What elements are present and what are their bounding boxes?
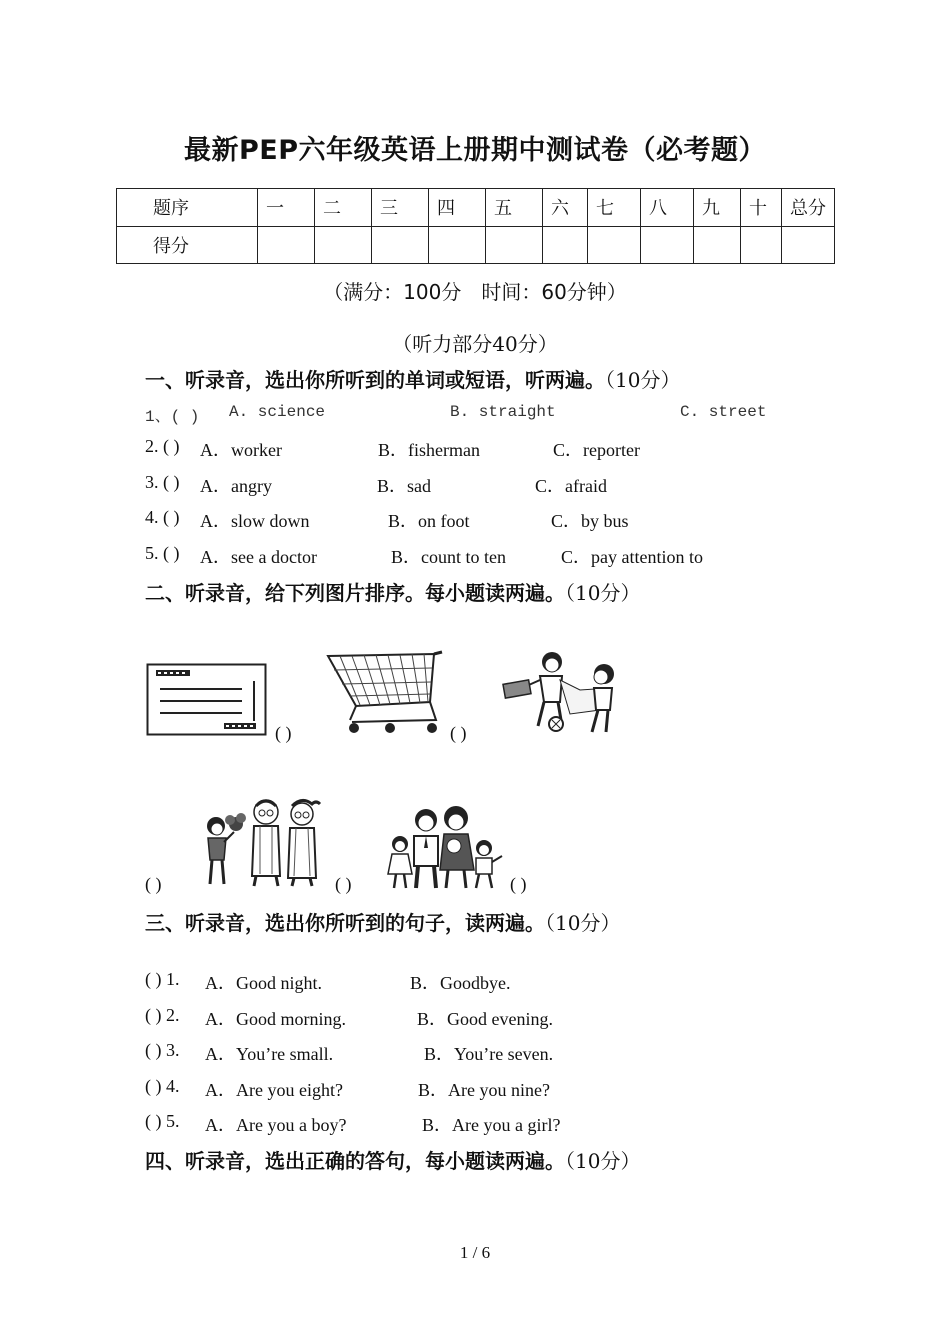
- section-4-points: （10分）: [565, 1149, 641, 1173]
- q4-number: 4. ( ): [145, 507, 180, 527]
- q2-option-b[interactable]: B．fisherman: [378, 440, 480, 460]
- score-cell[interactable]: [372, 226, 429, 264]
- s3-q3-option-a[interactable]: A．You’re small.: [205, 1044, 334, 1064]
- column-5: 五: [486, 189, 543, 227]
- q4-option-b[interactable]: B．on foot: [388, 511, 470, 531]
- s3-q1-number: ( ) 1.: [145, 969, 180, 989]
- section-2-points: （10分）: [565, 581, 641, 605]
- header-label-cell: 题序: [117, 189, 258, 227]
- section-3-title: 三、听录音，选出你所听到的句子，读两遍。: [145, 911, 545, 935]
- grandparents-picture: [200, 796, 328, 888]
- score-cell[interactable]: [641, 226, 694, 264]
- score-cell[interactable]: [588, 226, 641, 264]
- total-label-cell: 总分: [782, 189, 835, 227]
- column-10: 十: [741, 189, 782, 227]
- s3-q4-number: ( ) 4.: [145, 1076, 180, 1096]
- s3-q1-option-a[interactable]: A．Good night.: [205, 973, 322, 993]
- q1-option-b[interactable]: B. straight: [450, 403, 556, 421]
- score-cell[interactable]: [486, 226, 543, 264]
- column-2: 二: [315, 189, 372, 227]
- q5-option-a[interactable]: A．see a doctor: [200, 547, 317, 567]
- s3-q1-option-b[interactable]: B．Goodbye.: [410, 973, 511, 993]
- s3-q5-option-a[interactable]: A．Are you a boy?: [205, 1115, 347, 1135]
- s3-q2-option-a[interactable]: A．Good morning.: [205, 1009, 346, 1029]
- q2-option-a[interactable]: A．worker: [200, 440, 282, 460]
- listening-header: （听力部分40分）: [392, 332, 558, 356]
- score-cell[interactable]: [429, 226, 486, 264]
- score-cell[interactable]: [694, 226, 741, 264]
- s3-q4-option-a[interactable]: A．Are you eight?: [205, 1080, 343, 1100]
- q2-number: 2. ( ): [145, 436, 180, 456]
- q4-option-a[interactable]: A．slow down: [200, 511, 310, 531]
- picture-4-answer[interactable]: ( ): [335, 874, 352, 894]
- q3-option-c[interactable]: C．afraid: [535, 476, 607, 496]
- column-1: 一: [258, 189, 315, 227]
- q3-option-b[interactable]: B．sad: [377, 476, 431, 496]
- picture-2-answer[interactable]: ( ): [450, 723, 467, 743]
- s3-q3-number: ( ) 3.: [145, 1040, 180, 1060]
- page-title: 最新PEP六年级英语上册期中测试卷（必考题）: [183, 135, 767, 166]
- section-2-title: 二、听录音，给下列图片排序。每小题读两遍。: [145, 581, 565, 605]
- q5-option-b[interactable]: B．count to ten: [391, 547, 506, 567]
- q5-number: 5. ( ): [145, 543, 180, 563]
- section-3-points: （10分）: [545, 911, 621, 935]
- column-8: 八: [641, 189, 694, 227]
- total-score-cell[interactable]: [782, 226, 835, 264]
- q1-number: 1、( ): [145, 408, 200, 426]
- q5-option-c[interactable]: C．pay attention to: [561, 547, 703, 567]
- column-6: 六: [543, 189, 588, 227]
- column-3: 三: [372, 189, 429, 227]
- q3-number: 3. ( ): [145, 472, 180, 492]
- score-cell[interactable]: [315, 226, 372, 264]
- score-cell[interactable]: [258, 226, 315, 264]
- section-1-points: （10分）: [605, 368, 681, 392]
- s3-q2-number: ( ) 2.: [145, 1005, 180, 1025]
- q2-option-c[interactable]: C．reporter: [553, 440, 640, 460]
- section-4-heading: [145, 1145, 640, 1174]
- score-table-score-row: [117, 226, 835, 264]
- section-3-heading: [145, 907, 620, 936]
- section-4-title: 四、听录音，选出正确的答句，每小题读两遍。: [145, 1149, 565, 1173]
- score-table-header-row: [117, 189, 835, 227]
- score-cell[interactable]: [543, 226, 588, 264]
- q1-option-c[interactable]: C. street: [680, 403, 767, 421]
- shopping-cart-picture: [326, 650, 444, 736]
- s3-q2-option-b[interactable]: B．Good evening.: [417, 1009, 553, 1029]
- s3-q3-option-b[interactable]: B．You’re seven.: [424, 1044, 554, 1064]
- page-number: 1 / 6: [459, 1243, 491, 1262]
- column-9: 九: [694, 189, 741, 227]
- column-4: 四: [429, 189, 486, 227]
- kids-playing-picture: [500, 650, 622, 736]
- exam-meta: （满分：100分 时间：60分钟）: [323, 280, 627, 304]
- s3-q4-option-b[interactable]: B．Are you nine?: [418, 1080, 550, 1100]
- column-7: 七: [588, 189, 641, 227]
- q4-option-c[interactable]: C．by bus: [551, 511, 629, 531]
- q1-option-a[interactable]: A. science: [229, 403, 326, 421]
- s3-q5-option-b[interactable]: B．Are you a girl?: [422, 1115, 561, 1135]
- section-1-title: 一、听录音，选出你所听到的单词或短语，听两遍。: [145, 368, 605, 392]
- q3-option-a[interactable]: A．angry: [200, 476, 272, 496]
- row-label-cell: 得分: [117, 226, 258, 264]
- score-table: [116, 188, 835, 264]
- family-picture: [384, 804, 506, 890]
- picture-5-answer[interactable]: ( ): [510, 874, 527, 894]
- score-cell[interactable]: [741, 226, 782, 264]
- s3-q5-number: ( ) 5.: [145, 1111, 180, 1131]
- section-2-heading: [145, 577, 640, 606]
- picture-1-answer[interactable]: ( ): [275, 723, 292, 743]
- section-1-heading: [145, 364, 680, 393]
- picture-3-answer[interactable]: ( ): [145, 874, 162, 894]
- envelope-picture: [146, 663, 268, 737]
